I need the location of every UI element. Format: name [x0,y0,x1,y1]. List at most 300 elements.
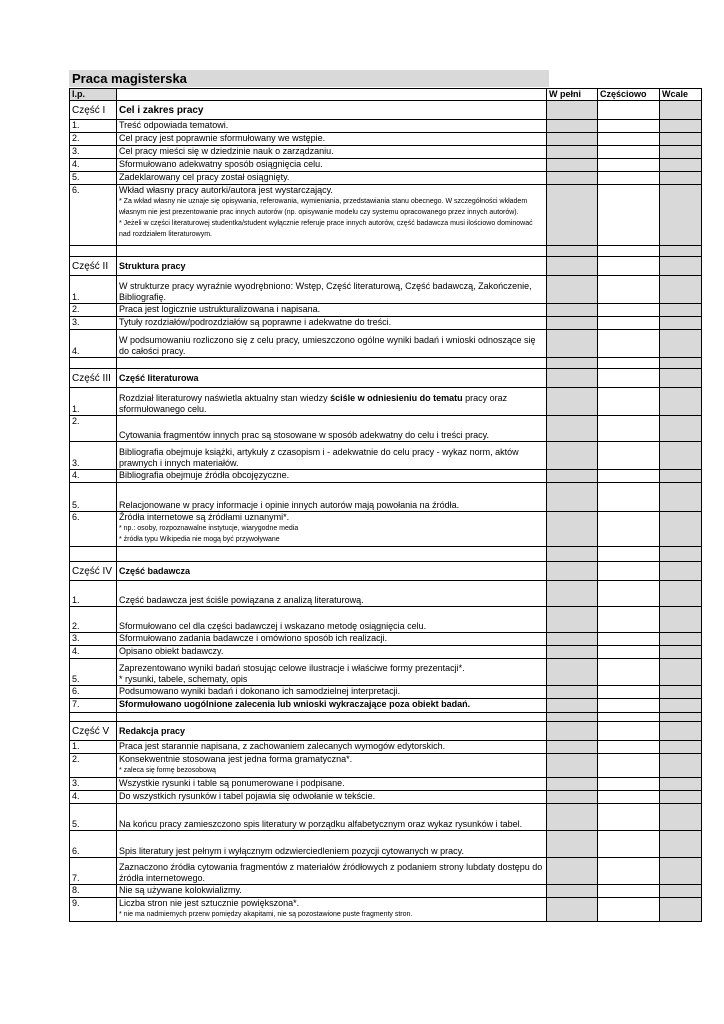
checkbox-partial[interactable] [598,276,660,304]
checkbox-partial[interactable] [598,369,660,388]
checkbox-full[interactable] [547,659,598,686]
checkbox-full[interactable] [547,101,598,120]
row-number [70,146,117,159]
criterion-main: W strukturze pracy wyraźnie wyodrębniono: Wstęp, Część literaturową, Część badawczą, Zakończenie, Bibliografię. [119,281,532,302]
criterion-footnote: * zaleca się formę bezosobową [119,767,216,774]
checkbox-full[interactable] [547,120,598,133]
checkbox-none[interactable] [660,898,702,922]
checkbox-none[interactable] [660,633,702,646]
table-row [70,388,702,416]
table-row [70,304,702,317]
criterion-text [117,646,547,659]
table-row [70,741,702,754]
row-number [70,172,117,185]
criterion-main: Cytowania fragmentów innych prac są stosowane w sposób adekwatny do celu i treści pracy. [119,430,490,440]
checkbox-partial[interactable] [598,120,660,133]
criterion-footnote: * źródła typu Wikipedia nie mogą być przywoływane [119,536,280,543]
header-full: W pełni [547,89,598,101]
checkbox-none[interactable] [660,276,702,304]
table-row [70,159,702,172]
checkbox-none[interactable] [660,512,702,547]
table-row [70,133,702,146]
checkbox-none[interactable] [660,172,702,185]
checkbox-none[interactable] [660,304,702,317]
row-number-text: 5. [72,674,80,684]
row-number [70,416,117,442]
criterion-main: Sformułowano cel dla części badawczej i wskazano metodę osiągnięcia celu. [119,621,427,631]
spacer-row [70,547,702,562]
checkbox-none[interactable] [660,185,702,246]
checkbox-none[interactable] [660,470,702,483]
checkbox-full[interactable] [547,791,598,804]
criterion-main: Tytuły rozdziałów/podrozdziałów są poprawne i adekwatne do treści. [119,317,392,327]
criterion-text [117,159,547,172]
table-row [70,686,702,699]
checkbox-none[interactable] [660,101,702,120]
criterion-text [117,581,547,607]
checkbox-full[interactable] [547,317,598,330]
spacer-cell [117,358,547,369]
criterion-main: Spis literatury jest pełnym i wyłącznym odzwierciedleniem pozycji cytowanych w pracy. [119,846,464,856]
checkbox-full[interactable] [547,858,598,885]
table-row [70,442,702,470]
criterion-main: Bibliografia obejmuje źródła obcojęzyczne. [119,470,290,480]
criterion-text [117,388,547,416]
checkbox-partial[interactable] [598,146,660,159]
section-header [70,722,702,741]
criterion-text [117,172,547,185]
section-header [70,369,702,388]
row-number [70,831,117,858]
section-label-text: Część III [72,372,111,384]
checkbox-partial[interactable] [598,633,660,646]
checkbox-full[interactable] [547,722,598,741]
checkbox-partial[interactable] [598,646,660,659]
checkbox-none[interactable] [660,317,702,330]
criterion-text [117,686,547,699]
checkbox-none[interactable] [660,778,702,791]
checkbox-full[interactable] [547,416,598,442]
criterion-main: Praca jest starannie napisana, z zachowaniem zalecanych wymogów edytorskich. [119,741,446,751]
checkbox-none[interactable] [660,741,702,754]
checkbox-partial[interactable] [598,442,660,470]
section-label-text: Część II [72,260,109,272]
row-number-text: 2. [72,133,80,143]
criterion-text [117,607,547,633]
checkbox-partial[interactable] [598,831,660,858]
table-row [70,146,702,159]
row-number-text: 1. [72,292,80,302]
checkbox-none[interactable] [660,330,702,358]
section-label [70,369,117,388]
criterion-main: Treść odpowiada tematowi. [119,120,229,130]
criterion-text [117,659,547,686]
checkbox-full[interactable] [547,741,598,754]
spacer-cell [660,358,702,369]
row-number [70,470,117,483]
checkbox-full[interactable] [547,633,598,646]
checkbox-full[interactable] [547,330,598,358]
checkbox-partial[interactable] [598,304,660,317]
row-number [70,442,117,470]
table-row [70,885,702,898]
criterion-text [117,133,547,146]
checkbox-partial[interactable] [598,172,660,185]
table-row [70,791,702,804]
checkbox-partial[interactable] [598,470,660,483]
table-row [70,778,702,791]
checkbox-full[interactable] [547,898,598,922]
table-row [70,754,702,778]
spacer-cell [660,547,702,562]
criterion-footnote: * nie ma nadmiernych przerw pomiędzy akapitami, nie są pozostawione puste fragmenty stron. [119,911,413,918]
section-title-text: Cel i zakres pracy [119,104,204,116]
row-number-text: 2. [72,416,80,426]
row-number [70,633,117,646]
checkbox-full[interactable] [547,754,598,778]
table-row [70,470,702,483]
row-number [70,646,117,659]
checkbox-full[interactable] [547,276,598,304]
checkbox-partial[interactable] [598,330,660,358]
header-none: Wcale [660,89,702,101]
checkbox-partial[interactable] [598,133,660,146]
checkbox-none[interactable] [660,562,702,581]
criterion-emphasis: ściśle w odniesieniu do tematu [330,393,463,403]
checkbox-none[interactable] [660,483,702,512]
checkbox-none[interactable] [660,120,702,133]
checkbox-none[interactable] [660,581,702,607]
criterion-main: Liczba stron nie jest sztucznie powiększona*. [119,898,300,908]
checkbox-full[interactable] [547,699,598,713]
table-row [70,804,702,831]
checkbox-partial[interactable] [598,754,660,778]
row-number [70,159,117,172]
row-number-text: 6. [72,686,80,696]
checkbox-partial[interactable] [598,898,660,922]
row-number-text: 9. [72,898,80,908]
checkbox-full[interactable] [547,442,598,470]
row-number-text: 6. [72,512,80,522]
checkbox-none[interactable] [660,686,702,699]
row-number [70,185,117,246]
checkbox-none[interactable] [660,442,702,470]
spacer-row [70,713,702,722]
criterion-main: Cel pracy jest poprawnie sformułowany we wstępie. [119,133,326,143]
checkbox-full[interactable] [547,607,598,633]
table-row [70,633,702,646]
checkbox-partial[interactable] [598,581,660,607]
criterion-footnote: * Za wkład własny nie uznaje się opisywania, referowania, wymieniania, przedstawiania stanu obecnego. W szczegółności wkładem własnym nie jest prezentowanie prac innych autorów (np. opisywanie modelu czy systemu opracowanego przez innych autorów). [119,198,528,216]
criterion-text [117,330,547,358]
criterion-text [117,416,547,442]
row-number [70,699,117,713]
checkbox-partial[interactable] [598,159,660,172]
criterion-main: Zadeklarowany cel pracy został osiągnięty. [119,172,290,182]
section-header [70,562,702,581]
criterion-main: Wkład własny pracy autorki/autora jest wystarczający. [119,185,333,195]
section-label-text: Część I [72,104,106,116]
checkbox-full[interactable] [547,146,598,159]
criterion-text [117,754,547,778]
row-number [70,898,117,922]
spacer-row [70,246,702,257]
section-label-text: Część IV [72,565,113,577]
table-body [70,101,702,922]
criterion-footnote: * np.: osoby, rozpoznawalne instytucje, wiarygodne media [119,525,299,532]
row-number-text: 1. [72,404,80,414]
criterion-text [117,185,547,246]
row-number-text: 5. [72,172,80,182]
row-number [70,741,117,754]
checkbox-partial[interactable] [598,257,660,276]
criterion-main: Sformułowano adekwatny sposób osiągnięcia celu. [119,159,323,169]
criterion-text [117,831,547,858]
section-title-text: Część literaturowa [119,372,199,383]
table-row [70,330,702,358]
criterion-main: Opisano obiekt badawczy. [119,646,224,656]
criterion-main: Sformułowano zadania badawcze i omówiono sposób ich realizacji. [119,633,388,643]
checkbox-none[interactable] [660,722,702,741]
checkbox-none[interactable] [660,133,702,146]
table-row [70,699,702,713]
checkbox-none[interactable] [660,416,702,442]
checkbox-none[interactable] [660,257,702,276]
checkbox-partial[interactable] [598,317,660,330]
section-title [117,562,547,581]
checkbox-partial[interactable] [598,416,660,442]
checkbox-none[interactable] [660,831,702,858]
row-number [70,858,117,885]
checkbox-full[interactable] [547,562,598,581]
checkbox-full[interactable] [547,133,598,146]
criterion-text [117,276,547,304]
checkbox-full[interactable] [547,686,598,699]
header-lp: l.p. [70,89,117,101]
criterion-text [117,791,547,804]
checkbox-partial[interactable] [598,659,660,686]
checkbox-partial[interactable] [598,388,660,416]
checkbox-none[interactable] [660,659,702,686]
table-row [70,581,702,607]
criterion-text [117,858,547,885]
criterion-main: Źródła internetowe są źródłami uznanymi*. [119,512,290,522]
checkbox-partial[interactable] [598,804,660,831]
table-row [70,898,702,922]
row-number-text: 2. [72,754,80,764]
checkbox-full[interactable] [547,369,598,388]
row-number [70,885,117,898]
section-title [117,101,547,120]
spacer-cell [117,246,547,257]
row-number [70,791,117,804]
checkbox-partial[interactable] [598,101,660,120]
spacer-cell [598,246,660,257]
section-label [70,562,117,581]
checkbox-none[interactable] [660,646,702,659]
checkbox-none[interactable] [660,699,702,713]
checkbox-full[interactable] [547,581,598,607]
checkbox-full[interactable] [547,470,598,483]
checkbox-none[interactable] [660,159,702,172]
checkbox-full[interactable] [547,483,598,512]
table-row [70,483,702,512]
section-title-text: Część badawcza [119,565,191,576]
checkbox-partial[interactable] [598,791,660,804]
row-number-text: 4. [72,646,80,656]
checkbox-full[interactable] [547,646,598,659]
checkbox-partial[interactable] [598,885,660,898]
criterion-text [117,470,547,483]
table-row [70,646,702,659]
row-number-text: 5. [72,819,80,829]
row-number [70,304,117,317]
criterion-footnote: * Jeżeli w części literaturowej studentka/student wyłącznie referuje prace innych autorów, część badawcza musi ilościowo dominować nad rozdziałem literaturowym. [119,220,533,238]
checkbox-partial[interactable] [598,185,660,246]
row-number [70,330,117,358]
table-row [70,416,702,442]
table-row [70,185,702,246]
criterion-part: Rozdział literaturowy naświetla aktualny stan wiedzy [119,393,331,403]
checkbox-none[interactable] [660,804,702,831]
spacer-cell [117,713,547,722]
criterion-text [117,442,547,470]
section-label [70,257,117,276]
row-number [70,120,117,133]
checkbox-partial[interactable] [598,607,660,633]
section-label [70,101,117,120]
section-label [70,722,117,741]
checkbox-partial[interactable] [598,699,660,713]
row-number [70,276,117,304]
spacer-cell [598,713,660,722]
section-title [117,257,547,276]
checkbox-partial[interactable] [598,562,660,581]
row-number [70,388,117,416]
criterion-main: Konsekwentnie stosowana jest jedna forma gramatyczna*. [119,754,353,764]
header-blank [117,89,547,101]
criterion-main: Podsumowano wyniki badań i dokonano ich samodzielnej interpretacji. [119,686,401,696]
spacer-cell [70,713,117,722]
spacer-cell [547,547,598,562]
row-number [70,607,117,633]
checkbox-none[interactable] [660,369,702,388]
criterion-text [117,120,547,133]
row-number-text: 3. [72,458,80,468]
spacer-cell [547,358,598,369]
spacer-cell [117,547,547,562]
criterion-part: pracy oraz sformułowanego celu. [119,393,508,414]
spacer-cell [660,246,702,257]
table-row [70,831,702,858]
checkbox-none[interactable] [660,388,702,416]
row-number-text: 5. [72,500,80,510]
checkbox-full[interactable] [547,512,598,547]
row-number-text: 1. [72,741,80,751]
checkbox-full[interactable] [547,159,598,172]
section-header [70,257,702,276]
checkbox-none[interactable] [660,754,702,778]
row-number [70,483,117,512]
row-number-text: 3. [72,778,80,788]
spacer-cell [70,246,117,257]
criterion-text [117,804,547,831]
criterion-main: Sformułowano uogólnione zalecenia lub wnioski wykraczające poza obiekt badań. [119,699,471,709]
checkbox-partial[interactable] [598,512,660,547]
criterion-main: Cel pracy mieści się w dziedzinie nauk o zarządzaniu. [119,146,334,156]
checkbox-full[interactable] [547,831,598,858]
row-number [70,133,117,146]
evaluation-table [69,88,702,922]
criterion-main: Zaznaczono źródła cytowania fragmentów z materiałów źródłowych z podaniem strony lubdaty dostępu do źródła internetowego. [119,862,543,883]
checkbox-none[interactable] [660,146,702,159]
criterion-text [117,483,547,512]
row-number-text: 1. [72,120,80,130]
checkbox-none[interactable] [660,858,702,885]
checkbox-none[interactable] [660,885,702,898]
row-number-text: 8. [72,885,80,895]
row-number-text: 1. [72,595,80,605]
criterion-main: Nie są używane kolokwializmy. [119,885,242,895]
checkbox-partial[interactable] [598,483,660,512]
checkbox-none[interactable] [660,607,702,633]
checkbox-partial[interactable] [598,686,660,699]
row-number-text: 4. [72,346,80,356]
criterion-text [117,146,547,159]
section-title [117,369,547,388]
checkbox-none[interactable] [660,791,702,804]
criterion-main: Relacjonowane w pracy informacje i opinie innych autorów mają powołania na źródła. [119,500,460,510]
spacer-cell [70,358,117,369]
checkbox-full[interactable] [547,304,598,317]
table-row [70,858,702,885]
row-number-text: 2. [72,304,80,314]
criterion-text [117,778,547,791]
checkbox-full[interactable] [547,172,598,185]
criterion-text [117,512,547,547]
checkbox-partial[interactable] [598,722,660,741]
section-title [117,722,547,741]
criterion-main: Praca jest logicznie ustrukturalizowana i napisana. [119,304,321,314]
row-number-text: 7. [72,873,80,883]
checkbox-full[interactable] [547,778,598,791]
checkbox-partial[interactable] [598,741,660,754]
table-row [70,120,702,133]
section-title-text: Redakcja pracy [119,725,186,736]
spacer-cell [547,713,598,722]
row-number-text: 4. [72,470,80,480]
row-number [70,804,117,831]
checkbox-full[interactable] [547,388,598,416]
checkbox-partial[interactable] [598,778,660,791]
criterion-text [117,885,547,898]
checkbox-full[interactable] [547,257,598,276]
row-number-text: 3. [72,146,80,156]
criterion-text [117,304,547,317]
table-row [70,172,702,185]
table-row [70,512,702,547]
checkbox-full[interactable] [547,185,598,246]
criterion-main: Do wszystkich rysunków i tabel pojawia się odwołanie w tekście. [119,791,376,801]
checkbox-partial[interactable] [598,858,660,885]
row-number-text: 2. [72,621,80,631]
row-number-text: 4. [72,791,80,801]
table-row [70,607,702,633]
row-number-text: 6. [72,846,80,856]
checkbox-full[interactable] [547,804,598,831]
checkbox-full[interactable] [547,885,598,898]
criterion-main: Bibliografia obejmuje książki, artykuły z czasopism i - adekwatnie do celu pracy - wykaz norm, aktów prawnych i innych materiałów. [119,447,519,468]
